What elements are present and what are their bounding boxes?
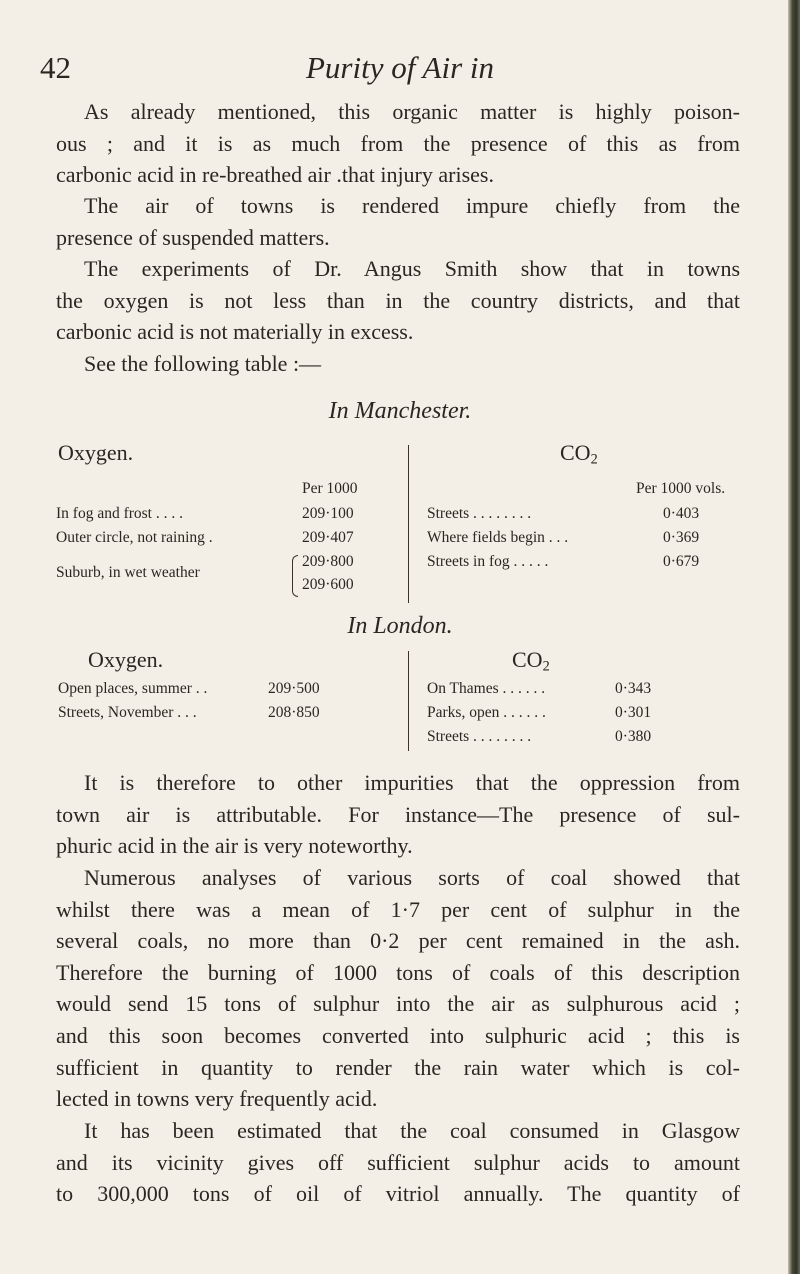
oxygen-column-heading: Oxygen. [88, 647, 164, 672]
text-line: and this soon becomes converted into sulphuric acid ; this is [56, 1022, 740, 1048]
row-value: 208·850 [268, 704, 320, 721]
paragraph-5 [56, 767, 740, 862]
text-line: lected in towns very frequently acid. [56, 1086, 378, 1112]
co2-unit: Per 1000 vols. [636, 480, 726, 497]
brace [292, 555, 298, 597]
running-title: Purity of Air in [305, 50, 494, 85]
paragraph-3 [56, 253, 740, 348]
text-line: Numerous analyses of various sorts of coal showed that [84, 865, 740, 890]
row-value: 0·343 [615, 680, 652, 697]
text-line: The experiments of Dr. Angus Smith show that in towns [84, 256, 740, 281]
page-number: 42 [40, 50, 71, 85]
co2-column-heading [560, 440, 598, 469]
text-line: It is therefore to other impurities that the oppression from [84, 770, 740, 795]
co2-column-heading [512, 647, 550, 676]
text-line: and its vicinity gives off sufficient sulphur acids to amount [56, 1149, 740, 1175]
oxygen-unit: Per 1000 [302, 480, 358, 497]
text-line: phuric acid in the air is very noteworthy. [56, 833, 413, 859]
row-value: 0·301 [615, 704, 652, 721]
page-header [0, 50, 800, 90]
text-line: carbonic acid is not materially in excess. [56, 319, 414, 345]
column-divider [408, 651, 409, 751]
text-line: town air is attributable. For instance—The presence of sul- [56, 801, 740, 827]
row-label: Parks, open . . . . . . [427, 704, 546, 721]
co2-subscript: 2 [590, 451, 598, 468]
text-line: sufficient in quantity to render the rain water which is col- [56, 1054, 740, 1080]
co2-symbol: CO [560, 440, 591, 465]
paragraph-7 [56, 1115, 740, 1210]
row-label: Streets in fog . . . . . [427, 553, 549, 570]
text-line: It has been estimated that the coal consumed in Glasgow [84, 1118, 740, 1143]
row-label: Outer circle, not raining . [56, 529, 213, 546]
text-line: would send 15 tons of sulphur into the air as sulphurous acid ; [56, 991, 740, 1017]
table-caption-manchester: In Manchester. [328, 398, 472, 424]
text-line: As already mentioned, this organic matter is highly poison- [84, 99, 740, 124]
oxygen-column-heading: Oxygen. [58, 440, 134, 465]
table-value: 209·600 [302, 576, 354, 593]
column-divider [408, 445, 409, 603]
text-line: ous ; and it is as much from the presence of this as from [56, 130, 740, 156]
row-value: 209·100 [302, 505, 354, 522]
paragraph-2 [56, 190, 740, 253]
text-line: to 300,000 tons of oil of vitriol annually. The quantity of [56, 1181, 740, 1207]
co2-symbol: CO [512, 647, 543, 672]
row-label: Suburb, in wet weather [56, 564, 200, 581]
co2-subscript: 2 [542, 658, 550, 675]
text-line: the oxygen is not less than in the country districts, and that [56, 287, 740, 313]
row-value: 209·500 [268, 680, 320, 697]
row-label: On Thames . . . . . . [427, 680, 546, 697]
row-label: Open places, summer . . [58, 680, 208, 697]
text-line: See the following table :— [84, 351, 322, 376]
text-line: The air of towns is rendered impure chiefly from the [84, 193, 740, 218]
table-caption-london: In London. [347, 613, 453, 639]
row-value: 0·403 [663, 505, 700, 522]
row-value: 0·369 [663, 529, 700, 546]
row-label: In fog and frost . . . . [56, 505, 183, 522]
row-label: Streets . . . . . . . . [427, 505, 532, 522]
row-label: Streets . . . . . . . . [427, 728, 532, 745]
row-label: Where fields begin . . . [427, 529, 569, 546]
row-value: 209·407 [302, 529, 354, 546]
row-value: 0·679 [663, 553, 700, 570]
text-line: Therefore the burning of 1000 tons of coals of this description [56, 959, 740, 985]
text-line: whilst there was a mean of 1·7 per cent of sulphur in the [56, 896, 740, 922]
text-line: presence of suspended matters. [56, 224, 330, 250]
paragraph-4 [56, 348, 740, 380]
row-value: 0·380 [615, 728, 652, 745]
table-value: 209·800 [302, 553, 354, 570]
text-line: several coals, no more than 0·2 per cent remained in the ash. [56, 928, 740, 954]
row-label: Streets, November . . . [58, 704, 197, 721]
paragraph-1 [56, 96, 740, 191]
paragraph-6 [56, 862, 740, 1115]
text-line: carbonic acid in re-breathed air .that injury arises. [56, 162, 494, 188]
